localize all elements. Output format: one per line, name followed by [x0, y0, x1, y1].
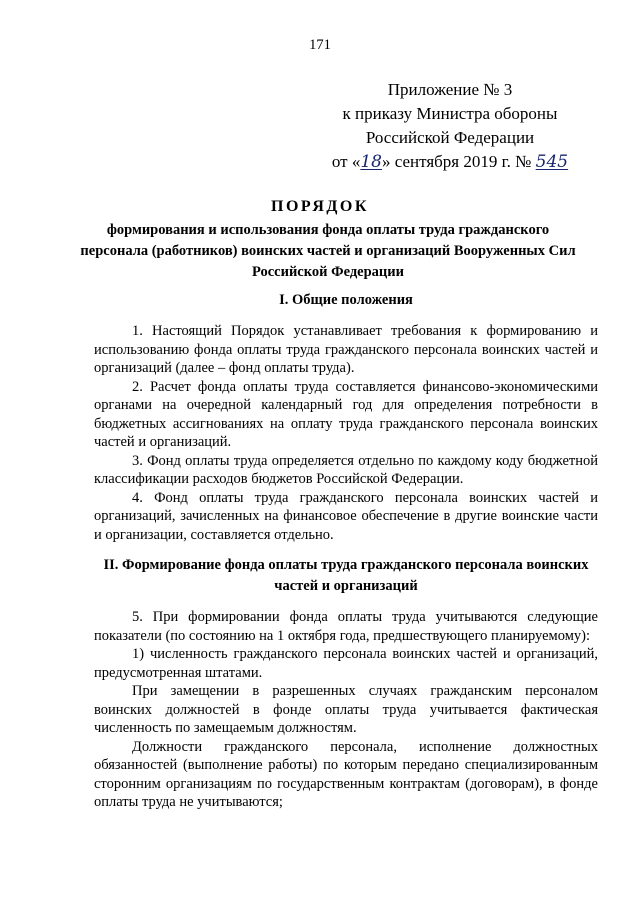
paragraph-2: 2. Расчет фонда оплаты труда составляется финансово-экономическими органами на очередной календарный год для определения потребности в бюджетных ассигнованиях на оплату труда гражданского персонала воинских частей и организаций.	[94, 378, 598, 450]
page-number: 171	[309, 37, 331, 53]
section-2-heading: II. Формирование фонда оплаты труда гражданского персонала воинских частей и организаций	[103, 557, 589, 594]
paragraph-5: 5. При формировании фонда оплаты труда учитываются следующие показатели (по состоянию на 1 октября года, предшествующего планируемому):	[94, 609, 598, 644]
paragraph-4: 4. Фонд оплаты труда гражданского персонала воинских частей и организаций, зачисленных на финансовое обеспечение в другие воинские части и организации, составляется отдельно.	[94, 489, 598, 543]
section-1-heading: I. Общие положения	[279, 292, 413, 308]
appendix-line-3: Российской Федерации	[365, 128, 535, 147]
paragraph-1: 1. Настоящий Порядок устанавливает требования к формированию и использованию фонда оплаты труда гражданского персонала воинских частей и организаций (далее – фонд оплаты труда).	[94, 323, 598, 376]
handwritten-day: 18	[360, 152, 382, 172]
appendix-date-line	[300, 150, 600, 174]
paragraph-5-note-2: Должности гражданского персонала, исполнение должностных обязанностей (выполнение работы) по которым передано специализированным сторонним организациям по государственным контрактам (договорам), в фонде оплаты труда не учитываются;	[94, 738, 598, 810]
date-middle: » сентября 2019 г. №	[381, 152, 536, 171]
paragraph-5-item-1: 1) численность гражданского персонала воинских частей и организаций, предусмотренная штатами.	[94, 646, 598, 681]
appendix-header	[300, 78, 600, 174]
paragraph-3: 3. Фонд оплаты труда определяется отдельно по каждому коду бюджетной классификации расходов бюджетов Российской Федерации.	[94, 452, 598, 487]
section-1-body	[94, 322, 598, 544]
handwritten-order-number: 545	[535, 152, 569, 172]
appendix-line-2: к приказу Министра обороны	[342, 104, 558, 123]
paragraph-5-note-1: При замещении в разрешенных случаях гражданским персоналом воинских должностей в фонде оплаты труда учитывается фактическая численность по замещаемым должностям.	[94, 683, 598, 736]
document-title: ПОРЯДОК	[271, 198, 369, 215]
date-prefix: от «	[331, 152, 361, 171]
document-subtitle: формирования и использования фонда оплаты труда гражданского персонала (работников) воинских частей и организаций Вооруженных Сил Российской Федерации	[80, 222, 576, 280]
section-2-body	[94, 608, 598, 812]
appendix-line-1: Приложение № 3	[387, 80, 513, 99]
